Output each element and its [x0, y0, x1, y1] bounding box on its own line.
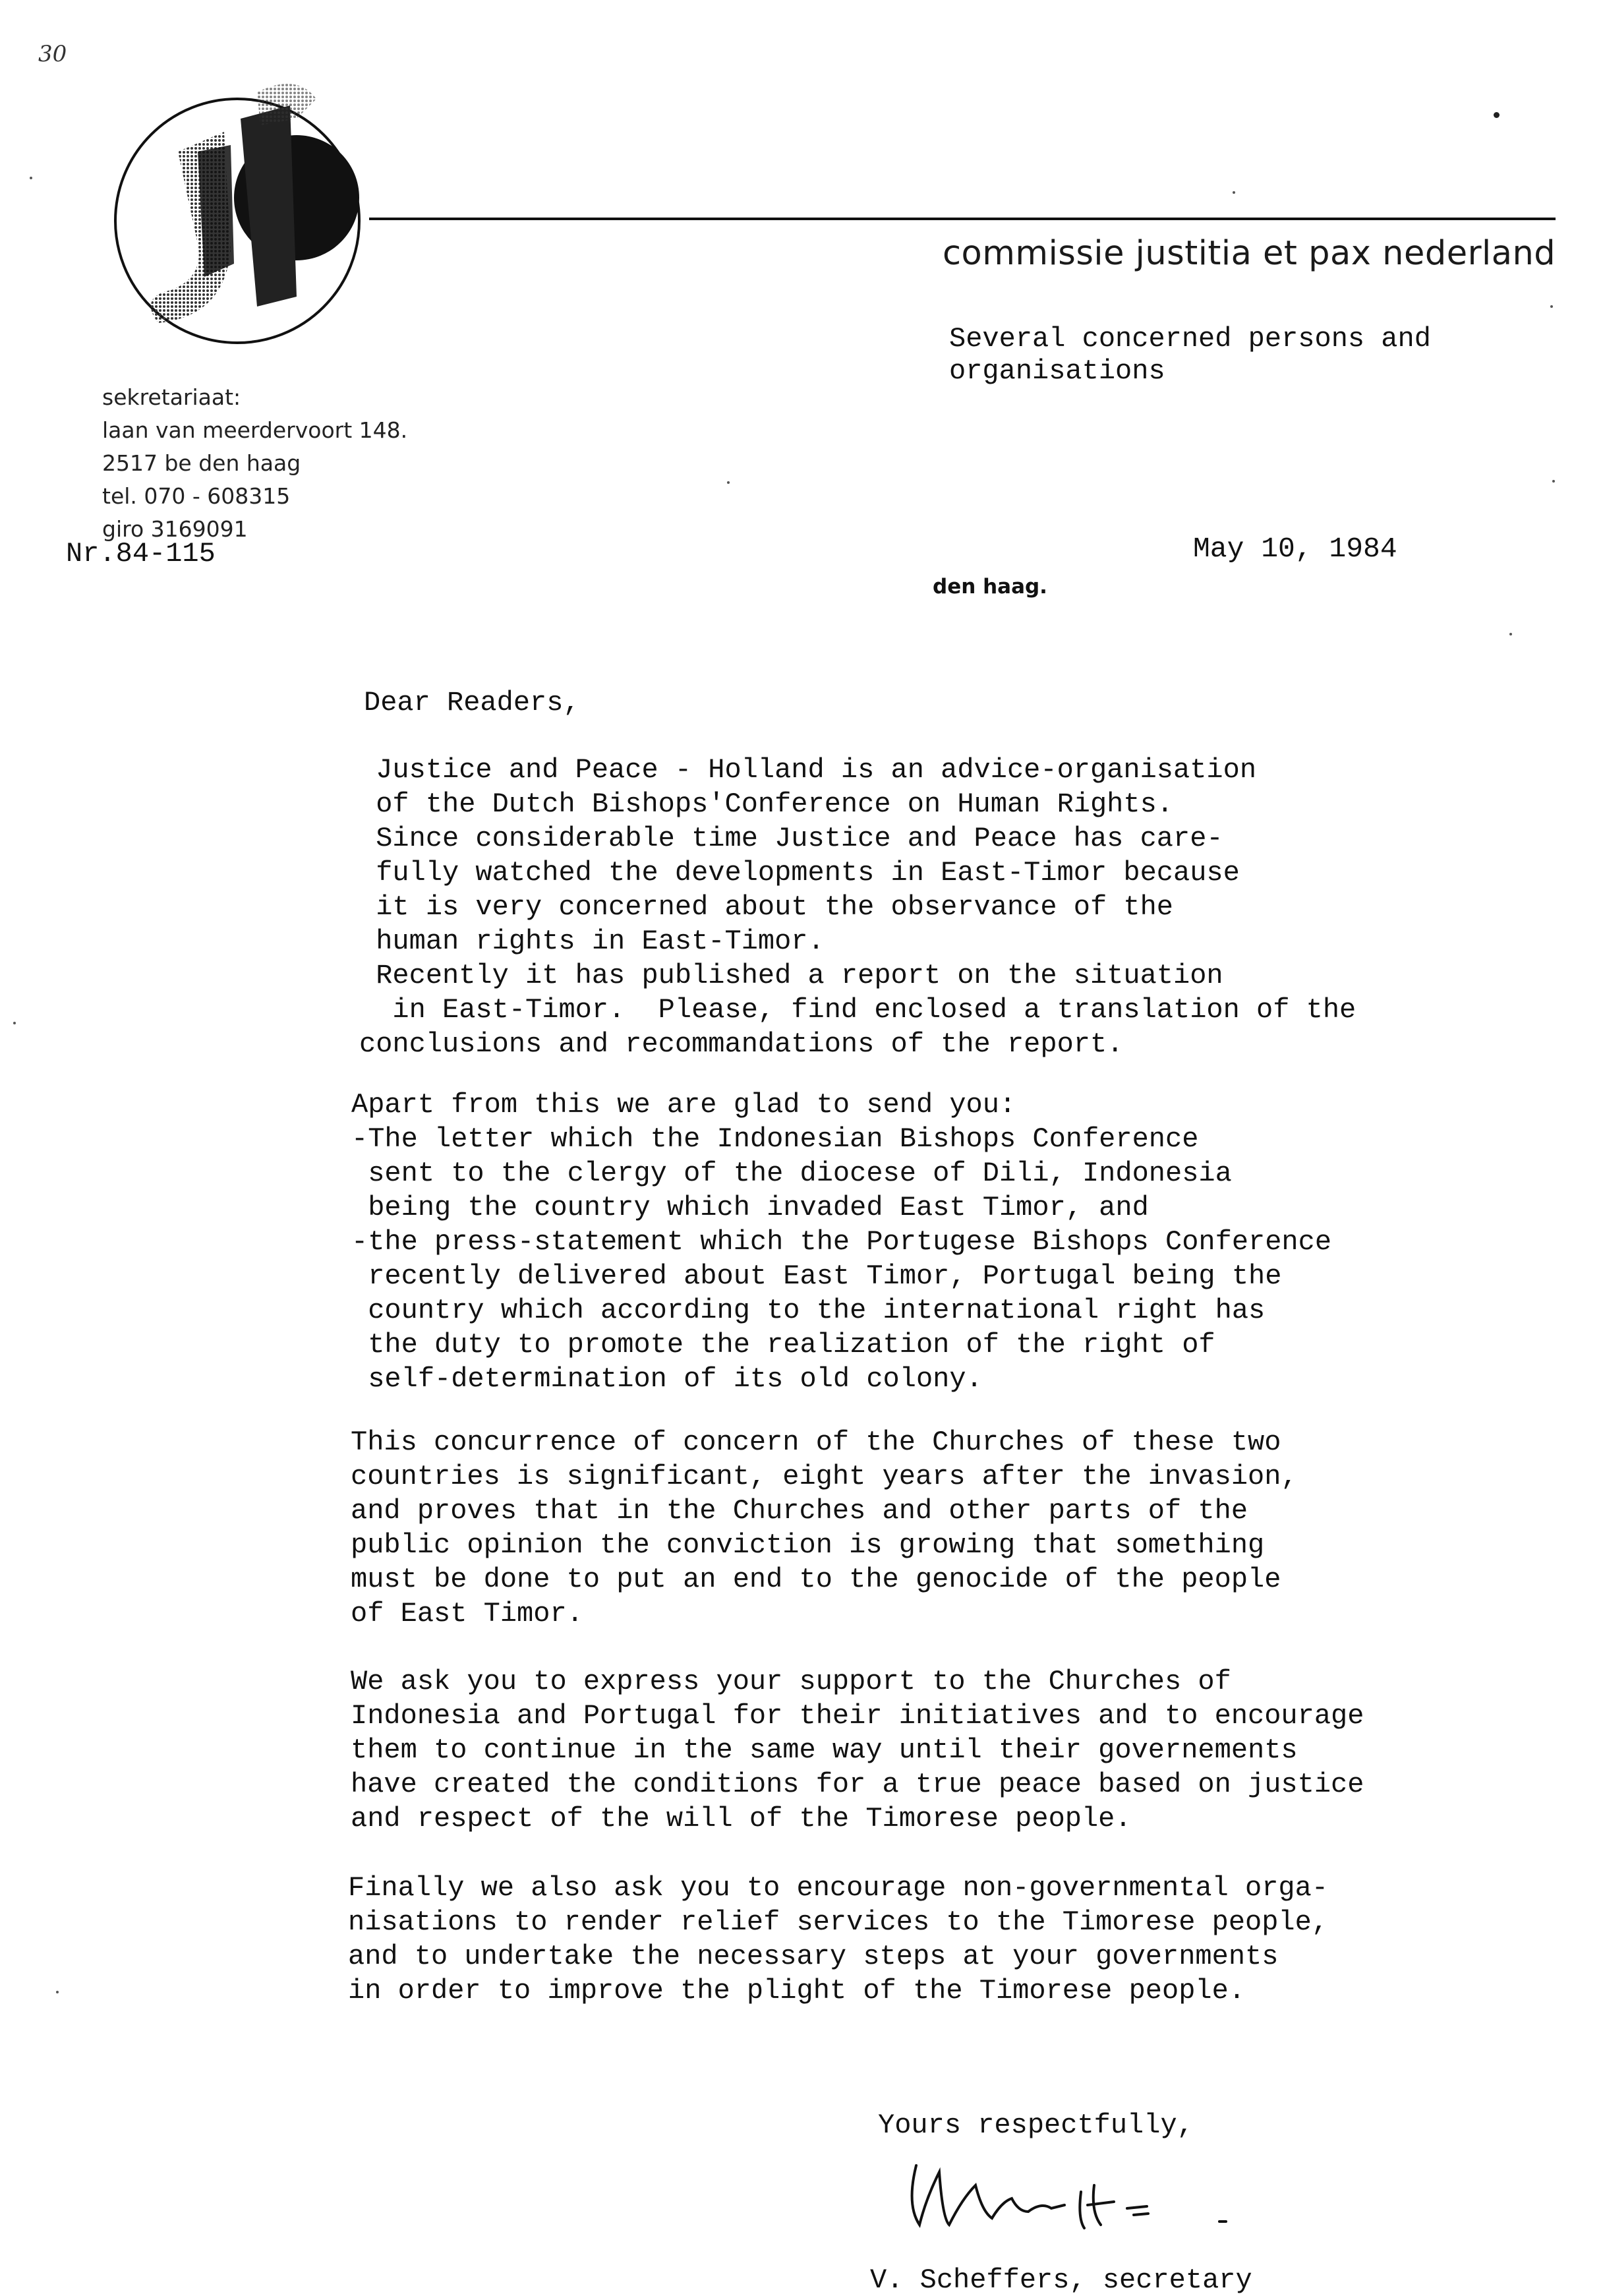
sender-street: laan van meerdervoort 148. — [102, 417, 408, 443]
organisation-name: commissie justitia et pax nederland — [943, 234, 1556, 273]
scan-speck — [1509, 633, 1512, 635]
page-number-mark: 30 — [38, 41, 67, 67]
scan-speck — [727, 481, 730, 484]
closing: Yours respectfully, — [878, 2109, 1194, 2141]
scan-speck — [1494, 112, 1500, 118]
sender-giro: giro 3169091 — [102, 516, 248, 542]
body-paragraph: Justice and Peace - Holland is an advice-organisation of the Dutch Bishops'Conference on Human Rights. Since considerable time Justice and Peace has care- fully watched the developments in East-Timor because it is very concerned about the observance of the human rights in East-Timor. Recently it has published a report on the situation in East-Timor. Please, find enclosed a translation of the conclusions and recommandations of the report. — [359, 754, 1356, 1060]
scan-speck — [1233, 191, 1235, 194]
sender-phone: tel. 070 - 608315 — [102, 483, 291, 509]
body-paragraph: This concurrence of concern of the Churches of these two countries is significant, eight years after the invasion, and proves that in the Churches and other parts of the public opinion the conviction is growing that something must be done to put an end to the genocide of the people of East Timor. — [351, 1427, 1298, 1630]
header-divider — [369, 218, 1556, 220]
jp-logo — [99, 79, 376, 356]
addressee-block — [949, 323, 1431, 388]
body-paragraph: Finally we also ask you to encourage non-governmental orga- nisations to render relief services to the Timorese people, and to undertake the necessary steps at your governments in order to improve the plight of the Timorese people. — [348, 1872, 1329, 2007]
salutation: Dear Readers, — [364, 687, 580, 719]
letter-date: May 10, 1984 — [1193, 533, 1397, 565]
letter-city: den haag. — [933, 575, 1047, 599]
handwritten-signature — [903, 2146, 1272, 2238]
sender-label: sekretariaat: — [102, 384, 241, 410]
body-paragraph: Apart from this we are glad to send you: -The letter which the Indonesian Bishops Conference sent to the clergy of the diocese of Dili, Indonesia being the country which invaded East Timor, and -the press-statement which the Portugese Bishops Conference recently delivered about East Timor, Portugal being the country which according to the international right has the duty to promote the realization of the right of self-determination of its old colony. — [351, 1089, 1332, 1395]
scan-speck — [56, 1991, 59, 1993]
reference-number: Nr.84-115 — [66, 538, 216, 570]
addressee-line: Several concerned persons and — [949, 323, 1431, 355]
scan-speck — [30, 177, 32, 179]
scan-speck — [1550, 305, 1553, 308]
sender-address — [102, 381, 407, 546]
scan-speck — [1552, 480, 1555, 483]
scan-speck — [13, 1022, 16, 1024]
signatory-name: V. Scheffers, secretary — [870, 2264, 1252, 2296]
body-paragraph: We ask you to express your support to the Churches of Indonesia and Portugal for their initiatives and to encourage them to continue in the same way until their governements have created the conditions for a true peace based on justice and respect of the will of the Timorese people. — [351, 1666, 1364, 1835]
sender-postcode-city: 2517 be den haag — [102, 450, 301, 476]
addressee-line: organisations — [949, 355, 1165, 387]
